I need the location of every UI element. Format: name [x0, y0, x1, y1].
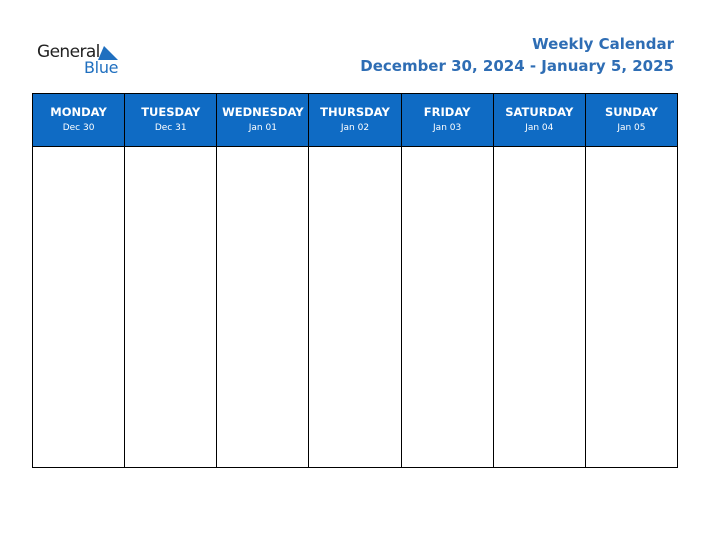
- week-grid: [32, 93, 678, 468]
- day-date: Jan 03: [433, 123, 462, 133]
- logo-text-blue: Blue: [84, 58, 119, 77]
- day-date: Jan 05: [617, 123, 646, 133]
- calendar-header: [360, 35, 674, 76]
- day-date: Dec 30: [62, 123, 95, 133]
- day-name: SUNDAY: [604, 105, 658, 119]
- day-column-friday: [401, 94, 493, 467]
- day-name: FRIDAY: [423, 105, 471, 119]
- day-column-sunday: [585, 94, 677, 467]
- day-date: Jan 01: [248, 123, 277, 133]
- day-cell[interactable]: [33, 147, 124, 467]
- day-header: [309, 94, 400, 147]
- day-cell[interactable]: [586, 147, 677, 467]
- day-header: [217, 94, 308, 147]
- day-cell[interactable]: [217, 147, 308, 467]
- brand-logo: [37, 42, 137, 82]
- day-cell[interactable]: [125, 147, 216, 467]
- day-cell[interactable]: [309, 147, 400, 467]
- day-cell[interactable]: [494, 147, 585, 467]
- day-header: [586, 94, 677, 147]
- day-column-monday: [33, 94, 124, 467]
- day-header: [494, 94, 585, 147]
- day-header: [125, 94, 216, 147]
- day-name: SATURDAY: [505, 105, 574, 119]
- day-column-wednesday: [216, 94, 308, 467]
- day-date: Jan 02: [340, 123, 370, 133]
- day-cell[interactable]: [402, 147, 493, 467]
- page-title: Weekly Calendar: [532, 35, 674, 53]
- date-range: December 30, 2024 - January 5, 2025: [360, 57, 674, 75]
- day-column-tuesday: [124, 94, 216, 467]
- day-name: THURSDAY: [320, 105, 390, 119]
- day-date: Dec 31: [154, 123, 187, 133]
- day-name: TUESDAY: [141, 105, 201, 119]
- logo-text-general: General: [37, 42, 100, 62]
- day-column-saturday: [493, 94, 585, 467]
- day-column-thursday: [308, 94, 400, 467]
- day-name: MONDAY: [50, 105, 107, 119]
- day-name: WEDNESDAY: [222, 105, 304, 119]
- day-header: [33, 94, 124, 147]
- day-header: [402, 94, 493, 147]
- day-date: Jan 04: [525, 123, 554, 133]
